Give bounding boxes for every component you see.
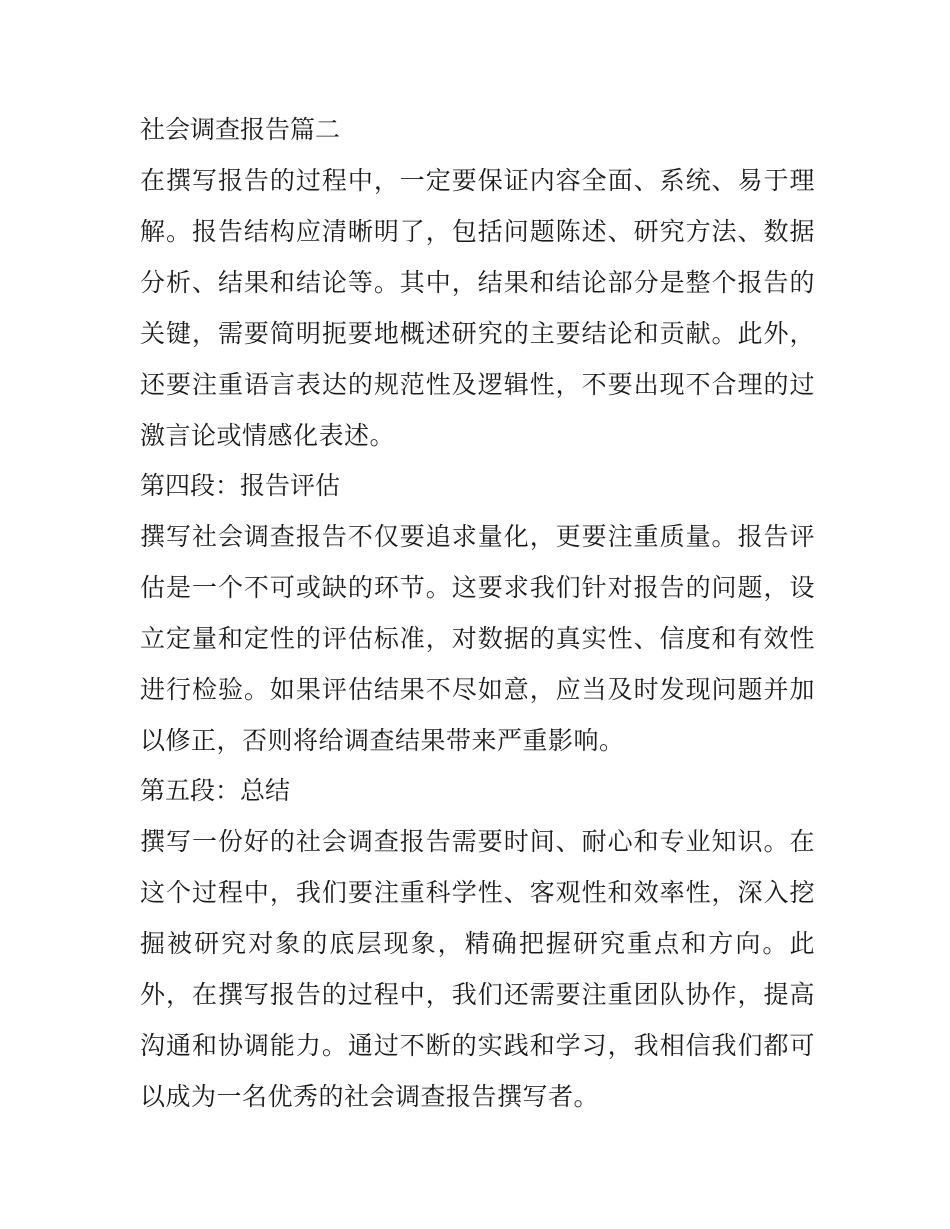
paragraph-evaluation: 撰写社会调查报告不仅要追求量化，更要注重质量。报告评估是一个不可或缺的环节。这要求我们针对报告的问题，设立定量和定性的评估标准，对数据的真实性、信度和有效性进行检验。如果评估结果不尽如意，应当及时发现问题并加以修正，否则将给调查结果带来严重影响。 [140,522,815,755]
section-heading-summary: 第五段：总结 [140,776,291,805]
document-title: 社会调查报告篇二 [140,115,341,144]
paragraph-summary: 撰写一份好的社会调查报告需要时间、耐心和专业知识。在这个过程中，我们要注重科学性、客观性和效率性，深入挖掘被研究对象的底层现象，精确把握研究重点和方向。此外，在撰写报告的过程中，我们还需要注重团队协作，提高沟通和协调能力。通过不断的实践和学习，我相信我们都可以成为一名优秀的社会调查报告撰写者。 [140,827,815,1111]
paragraph-writing-process: 在撰写报告的过程中，一定要保证内容全面、系统、易于理解。报告结构应清晰明了，包括问题陈述、研究方法、数据分析、结果和结论等。其中，结果和结论部分是整个报告的关键，需要简明扼要地概述研究的主要结论和贡献。此外，还要注重语言表达的规范性及逻辑性，不要出现不合理的过激言论或情感化表述。 [140,166,815,450]
document-page [140,105,815,1122]
section-heading-evaluation: 第四段：报告评估 [140,471,341,500]
